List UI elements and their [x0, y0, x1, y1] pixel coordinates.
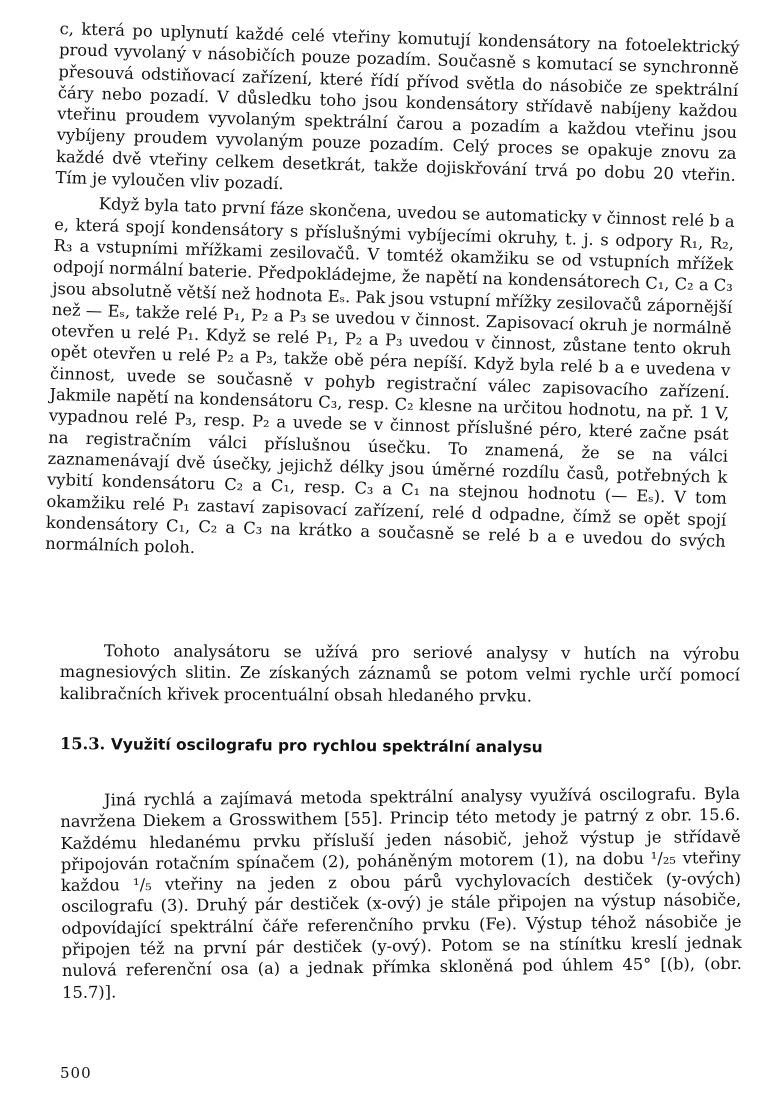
- paragraph-oscilloscope-method: Jiná rychlá a zajímavá metoda spektrální analysy využívá oscilografu. Byla navržena Diekem a Grosswithem [55]. Princip této metody je patrný z obr. 15.6. Každému hledanému prvku přísluší jeden násobič, jehož výstup je střídavě připojován rotačním spínačem (2), poháněným motorem (1), na dobu ¹/₂₅ vteřiny každou ¹/₅ vteřiny na jeden z obou párů vychylovacích destiček (y-ových) oscilografu (3). Druhý pár destiček (x-ový) je stále připojen na výstup násobiče, odpovídající spektrální čáře referenčního prvku (Fe). Výstup téhož násobiče je připojen též na první pár destiček (y-ový). Potom se na stínítku kreslí jednak nulová referenční osa (a) a jednak přímka skloněná pod úhlem 45° [(b), (obr. 15.7)].: [60, 783, 742, 1002]
- section-heading: [60, 733, 740, 760]
- paragraph-analyser-use: Tohoto analysátoru se užívá pro seriové analysy v hutích na výrobu magnesiových slitin. Ze získaných záznamů se potom velmi rychle určí pomocí kalibračních křivek procentuální obsah hledaného prvku.: [59, 641, 740, 706]
- bottom-text-block: [60, 783, 742, 1003]
- page-number: 500: [60, 1064, 92, 1082]
- section-number: 15.3.: [59, 734, 106, 754]
- middle-text-block: [60, 640, 740, 707]
- section-title: Využití oscilografu pro rychlou spektrální analysu: [110, 735, 543, 757]
- top-text-block: [45, 18, 740, 573]
- paragraph-charging-process: c, která po uplynutí každé celé vteřiny komutují kondensátory na fotoelektrický proud vyvolaný v násobičích pouze pozadím. Současně s komutací se synchronně přesouvá odstiňovací zařízení, které řídí přívod světla do násobiče ze spektrální čáry nebo pozadí. V důsledku toho jsou kondensátory střídavě nabíjeny každou vteřinu proudem vyvolaným spektrální čarou a pozadím a každou vteřinu jsou vybíjeny proudem vyvolaným pouze pozadím. Celý proces se opakuje znovu za každé dvě vteřiny celkem desetkrát, takže dojiskřování trvá po dobu 20 vteřin. Tím je vyloučen vliv pozadí.: [55, 18, 740, 194]
- paragraph-relay-operation: Když byla tato první fáze skončena, uvedou se automaticky v činnost relé b a e, která spojí kondensátory s příslušnými vybíjecími okruhy, t. j. s odpory R₁, R₂, R₃ a vstupními mřížkami zesilovačů. V tomtéž okamžiku se od vstupních mřížek odpojí normální baterie. Předpokládejme, že napětí na kondensátorech C₁, C₂ a C₃ jsou absolutně větší než hodnota Eₛ. Pak jsou vstupní mřížky zesilovačů zápornější než — Eₛ, takže relé P₁, P₂ a P₃ se uvedou v činnost. Zapisovací okruh je normálně otevřen u relé P₁. Když se relé P₁, P₂ a P₃ uvedou v činnost, zůstane tento okruh opět otevřen u relé P₂ a P₃, takže obě péra nepíší. Když byla relé b a e uvedena v činnost, uvede se současně v pohyb registrační válec zapisovacího zařízení. Jakmile napětí na kondensátoru C₃, resp. C₂ klesne na určitou hodnotu, na př. 1 V, vypadnou relé P₃, resp. P₂ a uvede se v činnost příslušné péro, které začne psát na registračním válci příslušnou úsečku. To znamená, že se na válci zaznamenávají dvě úsečky, jejichž délky jsou úměrné rozdílu časů, potřebných k vybití kondensátoru C₂ a C₁, resp. C₃ a C₁ na stejnou hodnotu (— Eₛ). V tom okamžiku relé P₁ zastaví zapisovací zařízení, relé d odpadne, čímž se opět spojí kondensátory C₁, C₂ a C₃ na krátko a současně se relé b a e uvedou do svých normálních poloh.: [45, 194, 735, 558]
